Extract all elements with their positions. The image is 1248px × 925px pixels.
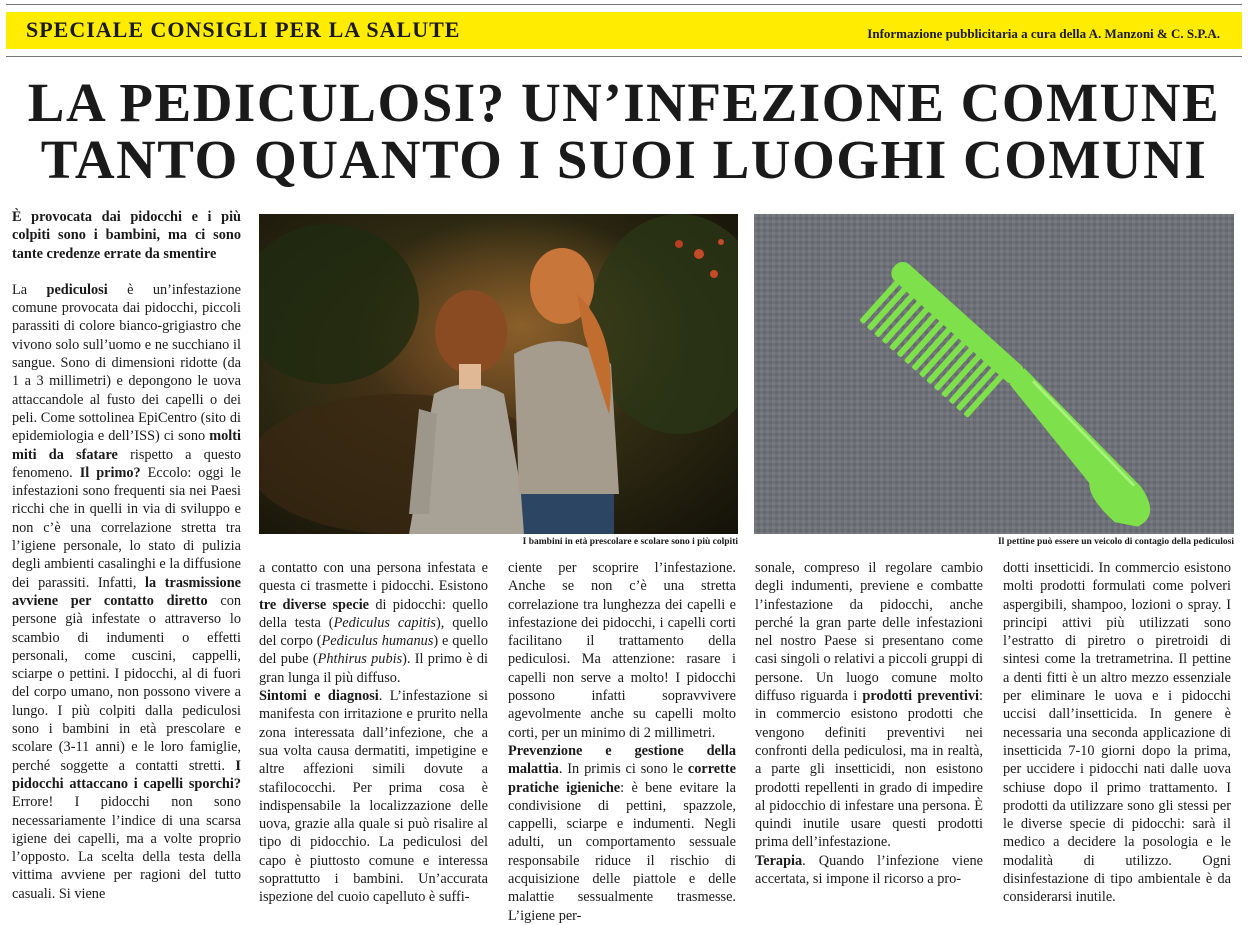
column-4-therapy: Terapia. Quando l’infezione viene accertata, si impone il ricorso a pro- <box>755 852 983 888</box>
column-2-text: a contatto con una persona infestata e questa ci trasmette i pidocchi. Esistono tre diverse specie di pidocchi: quello della testa (Pediculus capitis), quello del corpo (Pediculus humanus) e quello del pube (Phthirus pubis). Il primo è di gran lunga il più diffuso. <box>259 560 488 686</box>
photo-children-caption: I bambini in età prescolare e scolare sono i più colpiti <box>522 537 738 547</box>
advertorial-note: Informazione pubblicitaria a cura della A. Manzoni & C. S.P.A. <box>867 26 1220 41</box>
article-column-4 <box>755 559 983 888</box>
article-headline <box>0 74 1248 188</box>
photo-children <box>259 214 738 534</box>
column-3-text: ciente per scoprire l’infestazione. Anche se non c’è una stretta correlazione tra lunghezza dei capelli e infestazione dei pidocchi, i capelli corti facilitano il trattamento della pediculosi. Ma attenzione: rasare i capelli non serve a molto! I pidocchi possono infatti sopravvivere agevolmente anche su capelli molto corti, per un minimo di 2 millimetri. <box>508 560 736 741</box>
column-5-text: dotti insetticidi. In commercio esistono molti prodotti formulati come polveri aspergibili, shampoo, lozioni o spray. I principi attivi più utilizzati sono l’estratto di piretro o piretroidi di sintesi come la tretrametrina. Il pettine a denti fitti è un altro mezzo essenziale per eliminare le uova e i pidocchi uccisi dall’insetticida. In genere è necessaria una seconda applicazione di insetticida 7-10 giorni dopo la prima, per uccidere i pidocchi nati dalle uova schiuse dopo il primo trattamento. I prodotti da utilizzare sono gli stessi per le diverse specie di pidocchi: sarà il medico a decidere la posologia e le modalità di utilizzo. Ogni disinfestazione di tipo ambientale è da considerarsi inutile. <box>1003 560 1231 906</box>
article-lead: È provocata dai pidocchi e i più colpiti sono i bambini, ma ci sono tante credenze errate da smentire <box>12 209 241 262</box>
photo-comb <box>754 214 1234 534</box>
headline-line-2: TANTO QUANTO I SUOI LUOGHI COMUNI <box>40 129 1208 190</box>
article-column-5 <box>1003 559 1231 907</box>
top-rule <box>6 4 1242 5</box>
comb-photo-image <box>754 214 1234 534</box>
article-column-3 <box>508 559 736 925</box>
section-title: SPECIALE CONSIGLI PER LA SALUTE <box>26 17 461 42</box>
column-4-text: sonale, compreso il regolare cambio degli indumenti, previene e combatte l’infestazione da pidocchi, anche perché la gran parte delle infestazioni nel nostro Paese si presentano come casi singoli o relativi a piccoli gruppi di persone. Un luogo comune molto diffuso riguarda i prodotti preventivi: in commercio esistono prodotti che vengono definiti preventivi nei confronti della pediculosi, ma in realtà, a parte gli insetticidi, non esistono prodotti repellenti in grado di impedire al pidocchio di infestare una persona. È quindi inutile usare questi prodotti prima dell’infestazione. <box>755 560 983 851</box>
children-photo-image <box>259 214 738 534</box>
headline-line-1: LA PEDICULOSI? UN’INFEZIONE COMUNE <box>27 72 1221 133</box>
photo-comb-caption: Il pettine può essere un veicolo di contagio della pediculosi <box>997 537 1234 547</box>
column-1-text: La pediculosi è un’infestazione comune provocata dai pidocchi, piccoli parassiti di colore bianco-grigiastro che vivono solo sull’uomo e ne succhiano il sangue. Sono di dimensioni ridotte (da 1 a 3 millimetri) e depongono le uova attaccandole al fusto dei capelli o dei peli. Come sottolinea EpiCentro (sito di epidemiologia e dell’ISS) ci sono molti miti da sfatare rispetto a questo fenomeno. Il primo? Eccolo: oggi le infestazioni sono frequenti sia nei Paesi ricchi che in quelli in via di sviluppo e non c’è una correlazione stretta tra l’igiene personale, lo stato di pulizia degli ambienti casalinghi e la diffusione dei parassiti. Infatti, la trasmissione avviene per contatto diretto con persone già infestate o attraverso lo scambio di indumenti o effetti personali, come cuscini, cappelli, sciarpe o pettini. I pidocchi, al di fuori del corpo umano, non possono vivere a lungo. I più colpiti dalla pediculosi sono i bambini in età prescolare e scolare (3-11 anni) e le loro famiglie, perché soggette a contatti stretti. I pidocchi attaccano i capelli sporchi? Errore! I pidocchi non sono necessariamente l’indice di una scarsa igiene dei capelli, ma a volte proprio l’opposto. La scelta della testa della vittima avviene per ragioni del tutto casuali. Si viene <box>12 281 242 902</box>
banner-rule <box>6 56 1242 57</box>
column-2-symptoms: Sintomi e diagnosi. L’infestazione si manifesta con irritazione e prurito nella zona interessata dall’infezione, che a sua volta causa dermatiti, impetigine e altre affezioni simili dovute a stafilococchi. Per prima cosa è indispensabile la localizzazione delle uova, grazie alla quale si può risalire al tipo di pidocchio. La pediculosi del capo è piuttosto comune e interessa soprattutto i bambini. Un’accurata ispezione del cuoio capelluto è suffi- <box>259 688 488 906</box>
article-column-2 <box>259 559 488 907</box>
article-column-1 <box>12 208 241 903</box>
section-banner <box>6 12 1242 49</box>
column-3-prevention: Prevenzione e gestione della malattia. In primis ci sono le corrette pratiche igieniche: è bene evitare la condivisione di pettini, spazzole, cappelli, sciarpe e indumenti. Negli adulti, un comportamento sessuale responsabile riduce il rischio di acquisizione delle piattole e delle malattie sessualmente trasmesse. L’igiene per- <box>508 742 736 924</box>
